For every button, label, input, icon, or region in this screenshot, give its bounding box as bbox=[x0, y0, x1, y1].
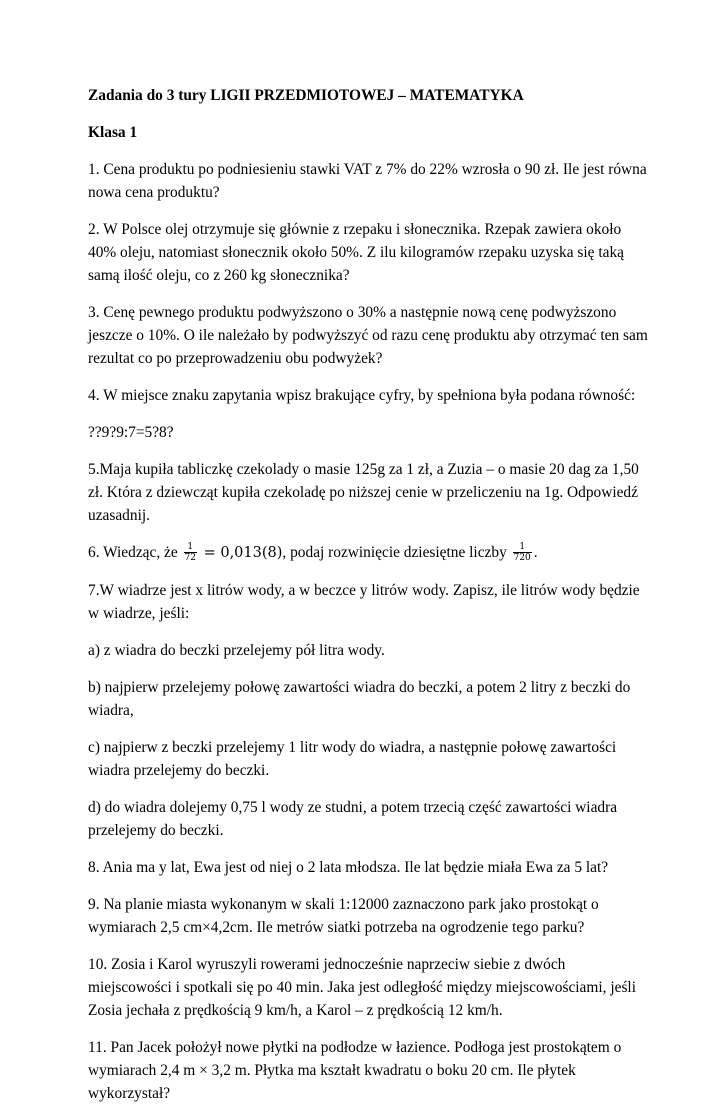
fraction-1-720 bbox=[513, 542, 532, 563]
task-6-suffix: . bbox=[533, 544, 538, 561]
task-7b: b) najpierw przelejemy połowę zawartości wiadra do beczki, a potem 2 litry z beczki do wiadra, bbox=[88, 679, 631, 719]
document-page bbox=[88, 84, 648, 1119]
fraction-denominator: 720 bbox=[513, 552, 531, 563]
task-6 bbox=[88, 541, 648, 565]
fraction-numerator: 1 bbox=[513, 542, 532, 553]
task-11: 11. Pan Jacek położył nowe płytki na podłodze w łazience. Podłoga jest prostokątem o wymiarach 2,4 m × 3,2 m. Płytka ma kształt kwadratu o boku 20 cm. Ile płytek wykorzystał? bbox=[88, 1039, 622, 1102]
task-3: 3. Cenę pewnego produktu podwyższono o 30% a następnie nową cenę podwyższono jeszcze o 10%. O ile należało by podwyższyć od razu cenę produktu aby otrzymać ten sam rezultat co po przeprowadzeniu obu podwyżek? bbox=[88, 304, 648, 367]
class-heading: Klasa 1 bbox=[88, 124, 138, 141]
task-6-middle: , podaj rozwinięcie dziesiętne liczby bbox=[282, 544, 511, 561]
fraction-denominator: 72 bbox=[184, 552, 196, 563]
document-title: Zadania do 3 tury LIGII PRZEDMIOTOWEJ – MATEMATYKA bbox=[88, 87, 524, 104]
task-6-equation: = 0,013(8) bbox=[198, 545, 283, 561]
task-2: 2. W Polsce olej otrzymuje się głównie z rzepaku i słonecznika. Rzepak zawiera około 40% oleju, natomiast słonecznik około 50%. Z ilu kilogramów rzepaku uzyska się taką samą ilość oleju, co z 260 kg słonecznika? bbox=[88, 221, 624, 284]
fraction-1-72 bbox=[184, 542, 197, 563]
task-9: 9. Na planie miasta wykonanym w skali 1:12000 zaznaczono park jako prostokąt o wymiarach 2,5 cm×4,2cm. Ile metrów siatki potrzeba na ogrodzenie tego parku? bbox=[88, 896, 599, 936]
task-8: 8. Ania ma y lat, Ewa jest od niej o 2 lata młodsza. Ile lat będzie miała Ewa za 5 lat? bbox=[88, 859, 609, 876]
task-7c: c) najpierw z beczki przelejemy 1 litr wody do wiadra, a następnie połowę zawartości wiadra przelejemy do beczki. bbox=[88, 739, 617, 779]
task-4: 4. W miejsce znaku zapytania wpisz brakujące cyfry, by spełniona była podana równość: bbox=[88, 387, 636, 404]
task-10: 10. Zosia i Karol wyruszyli rowerami jednocześnie naprzeciw siebie z dwóch miejscowości i spotkali się po 40 min. Jaka jest odległość między miejscowościami, jeśli Zosia jechała z prędkością 9 km/h, a Karol – z prędkością 12 km/h. bbox=[88, 956, 636, 1019]
task-7a: a) z wiadra do beczki przelejemy pół litra wody. bbox=[88, 642, 385, 659]
task-1: 1. Cena produktu po podniesieniu stawki VAT z 7% do 22% wzrosła o 90 zł. Ile jest równa nowa cena produktu? bbox=[88, 161, 647, 201]
fraction-numerator: 1 bbox=[184, 542, 197, 553]
task-6-prefix: 6. Wiedząc, że bbox=[88, 544, 182, 561]
task-4-equation: ??9?9:7=5?8? bbox=[88, 424, 174, 441]
task-5: 5.Maja kupiła tabliczkę czekolady o masie 125g za 1 zł, a Zuzia – o masie 20 dag za 1,50 zł. Która z dziewcząt kupiła czekoladę po niższej cenie w przeliczeniu na 1g. Odpowiedź uzasadnij. bbox=[88, 461, 639, 524]
task-7: 7.W wiadrze jest x litrów wody, a w beczce y litrów wody. Zapisz, ile litrów wody będzie w wiadrze, jeśli: bbox=[88, 582, 640, 622]
task-7d: d) do wiadra dolejemy 0,75 l wody ze studni, a potem trzecią część zawartości wiadra przelejemy do beczki. bbox=[88, 799, 618, 839]
